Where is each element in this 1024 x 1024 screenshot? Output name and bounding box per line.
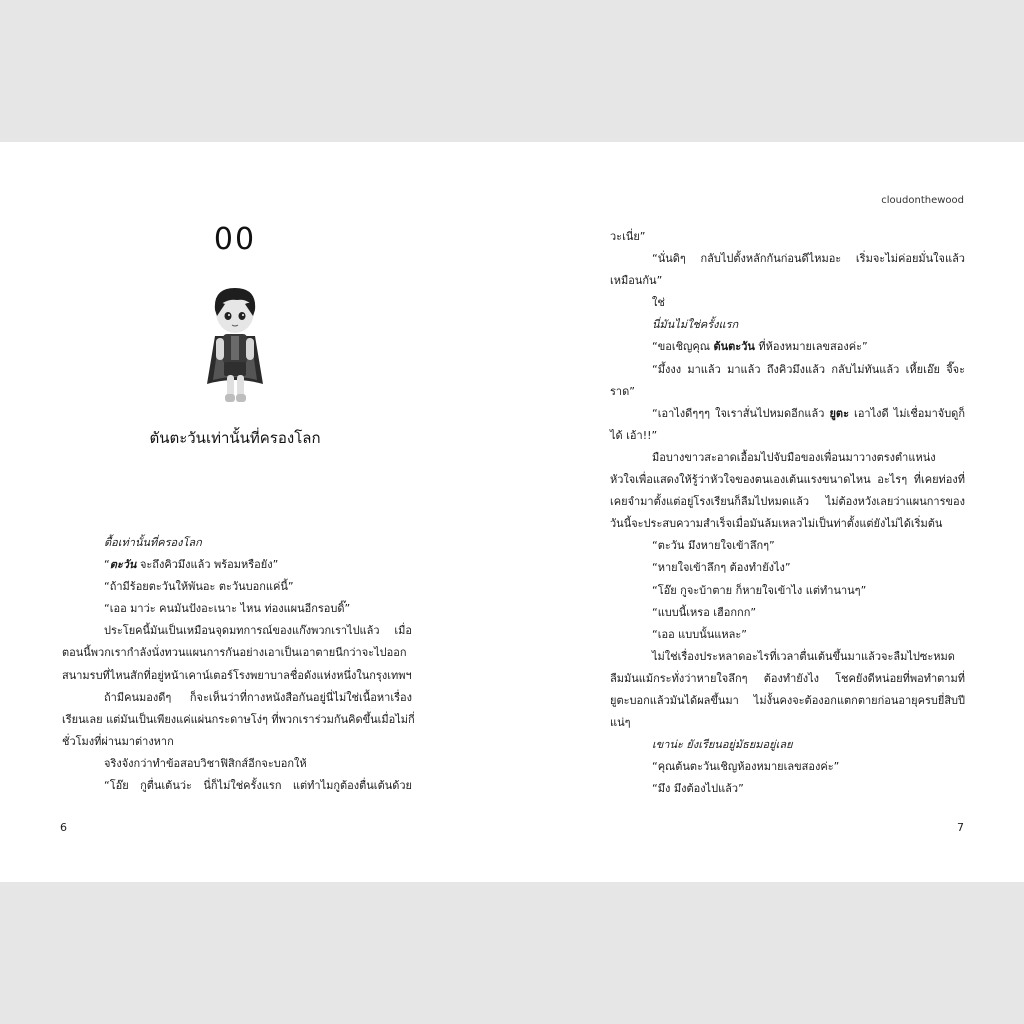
text-line bbox=[62, 731, 412, 753]
text-line bbox=[610, 248, 965, 270]
text-segment: “ bbox=[104, 558, 110, 572]
text-line bbox=[610, 734, 965, 756]
text-segment: มือบางขาวสะอาดเอื้อมไปจับมือของเพื่อนมาวางตรงตำแหน่ง bbox=[652, 450, 936, 464]
text-segment: ถ้ามีคนมองดีๆ ก็จะเห็นว่าที่กางหนังสือกันอยู่นี่ไม่ใช่เนื้อหาเรื่อง bbox=[104, 690, 412, 704]
right-page-body-text bbox=[610, 226, 965, 800]
text-segment: เอาไงดี ไม่เชื่อมาจับดูก็ bbox=[848, 406, 965, 420]
chapter-number: 00 bbox=[213, 222, 257, 257]
text-segment: “ตะวัน มึงหายใจเข้าลึกๆ” bbox=[652, 539, 775, 553]
text-segment: ตะวัน bbox=[109, 558, 137, 572]
text-segment: ชั่วโมงที่ผ่านมาต่างหาก bbox=[62, 734, 174, 748]
text-line bbox=[610, 292, 965, 314]
text-segment: ต้นตะวัน bbox=[713, 340, 755, 354]
text-segment: เรียนเลย แต่มันเป็นเพียงแค่แผ่นกระดาษโง่ๆ ที่พวกเราร่วมกันคิดขึ้นเมื่อไม่กี่ bbox=[62, 712, 415, 726]
text-segment: “เออ แบบนั้นแหละ” bbox=[652, 627, 747, 641]
text-segment: “หายใจเข้าลึกๆ ต้องทำยังไง” bbox=[652, 561, 791, 575]
text-segment: ประโยคนี้มันเป็นเหมือนจุดมทการณ์ของแก๊งพวกเราไปแล้ว เมื่อ bbox=[104, 624, 412, 638]
text-segment: “มึง มึงต้องไปแล้ว” bbox=[652, 782, 744, 796]
text-segment: เขาน่ะ ยังเรียนอยู่มัธยมอยู่เลย bbox=[652, 738, 793, 752]
text-segment: “นั่นดิๆ กลับไปตั้งหลักกันก่อนดีไหมอะ เริ่มจะไม่ค่อยมั่นใจแล้ว bbox=[652, 252, 965, 266]
text-segment: “โอ๊ย กูจะบ้าตาย ก็หายใจเข้าไง แต่ทำนานๆ” bbox=[652, 583, 867, 597]
text-segment: เหมือนกัน” bbox=[610, 274, 663, 288]
text-line bbox=[62, 598, 412, 620]
right-page bbox=[512, 142, 1024, 882]
text-line bbox=[62, 753, 412, 775]
text-line bbox=[610, 690, 965, 712]
text-line bbox=[62, 554, 412, 576]
text-segment: หัวใจเพื่อแสดงให้รู้ว่าหัวใจของตนเองเต้นแรงขนาดไหน อะไรๆ ที่เคยท่องที่ bbox=[610, 473, 965, 487]
text-line bbox=[62, 620, 412, 642]
text-line bbox=[62, 665, 412, 687]
text-segment: ไม่ใช่เรื่องประหลาดอะไรที่เวลาตื่นเต้นขึ้นมาแล้วจะลืมไปซะหมด bbox=[652, 649, 955, 663]
page-number-right: 7 bbox=[957, 821, 964, 834]
text-line bbox=[610, 314, 965, 336]
text-line bbox=[610, 580, 965, 602]
text-segment: ลืมมันแม้กระทั่งว่าหายใจลึกๆ ต้องทำยังไง โชคยังดีหน่อยที่พอทำตามที่ bbox=[610, 671, 965, 685]
text-segment: ที่ห้องหมายเลขสองค่ะ” bbox=[754, 340, 868, 354]
text-line bbox=[610, 756, 965, 778]
text-segment: แน่ๆ bbox=[610, 716, 631, 730]
text-line bbox=[62, 532, 412, 554]
text-line bbox=[610, 668, 965, 690]
text-line bbox=[610, 491, 965, 513]
text-segment: จริงจังกว่าทำข้อสอบวิชาฟิสิกส์อีกจะบอกให้ bbox=[104, 756, 307, 770]
text-line bbox=[610, 535, 965, 557]
text-line bbox=[610, 624, 965, 646]
chapter-title: ตันตะวันเท่านั้นที่ครองโลก bbox=[149, 429, 321, 447]
text-line bbox=[62, 775, 412, 797]
text-segment: “เออ มาว่ะ คนมันปังอะเนาะ ไหน ท่องแผนอีกรอบดิ๊” bbox=[104, 602, 351, 616]
text-segment: ได้ เอ้า!!” bbox=[610, 428, 658, 442]
text-line bbox=[610, 469, 965, 491]
text-segment: ราด” bbox=[610, 384, 635, 398]
text-line bbox=[62, 576, 412, 598]
book-spread bbox=[0, 142, 1024, 882]
text-line bbox=[610, 646, 965, 668]
text-line bbox=[610, 513, 965, 535]
text-line bbox=[610, 336, 965, 358]
text-line bbox=[610, 557, 965, 579]
text-segment: “มึ้งงง มาแล้ว มาแล้ว ถึงคิวมึงแล้ว กลับไม่ทันแล้ว เหี้ยเอ๊ย จี๊จะ bbox=[652, 362, 965, 376]
page-number-left: 6 bbox=[60, 821, 67, 834]
text-line bbox=[62, 687, 412, 709]
text-line bbox=[610, 270, 965, 292]
text-line bbox=[610, 359, 965, 381]
text-line bbox=[610, 403, 965, 425]
text-segment: “คุณต้นตะวันเชิญห้องหมายเลขสองค่ะ” bbox=[652, 760, 840, 774]
text-segment: จะถึงคิวมึงแล้ว พร้อมหรือยัง” bbox=[136, 558, 279, 572]
text-segment: วันนี้จะประสบความสำเร็จเมื่อมันล้มเหลวไม่เป็นท่าตั้งแต่ยังไม่ได้เริ่มต้น bbox=[610, 517, 943, 531]
text-line bbox=[610, 381, 965, 403]
text-segment: “ขอเชิญคุณ bbox=[652, 340, 714, 354]
left-page-body-text bbox=[62, 532, 415, 797]
text-segment: เคยจำมาตั้งแต่อยู่โรงเรียนก็ลืมไปหมดแล้ว ไม่ต้องหวังเลยว่าแผนการของ bbox=[610, 495, 965, 509]
text-segment: ยูตะ bbox=[829, 406, 849, 420]
text-line bbox=[610, 226, 965, 248]
left-page bbox=[0, 142, 512, 882]
running-header-author: cloudonthewood bbox=[881, 195, 964, 206]
text-segment: ใช่ bbox=[652, 296, 665, 310]
text-segment: “เอาไงดีๆๆๆ ใจเราสั่นไปหมดอีกแล้ว bbox=[652, 406, 830, 420]
text-segment: สนามรบที่ไหนสักที่อยู่หน้าเคาน์เตอร์โรงพยาบาลชื่อดังแห่งหนึ่งในกรุงเทพฯ bbox=[62, 668, 412, 682]
text-segment: ตอนนี้พวกเรากำลังนั่งทวนแผนการกันอย่างเอาเป็นเอาตายนีกว่าจะไปออก bbox=[62, 646, 407, 660]
text-segment: “แบบนี้เหรอ เฮือกกก” bbox=[652, 605, 757, 619]
text-segment: นี่มันไม่ใช่ครั้งแรก bbox=[652, 318, 739, 332]
text-line bbox=[62, 642, 412, 664]
text-line bbox=[610, 712, 965, 734]
text-line bbox=[62, 709, 415, 731]
text-segment: “โอ๊ย กูตื่นเต้นว่ะ นี่ก็ไม่ใช่ครั้งแรก แต่ทำไมกูต้องตื่นเต้นด้วย bbox=[104, 779, 412, 793]
text-segment: วะเนี่ย” bbox=[610, 230, 646, 243]
text-segment: “ถ้ามีร้อยตะวันให้พันอะ ตะวันบอกแค่นี้” bbox=[104, 580, 294, 594]
text-segment: ยูตะบอกแล้วมันได้ผลขึ้นมา ไม่งั้นคงจะต้องอกแตกตายก่อนอายุครบยี่สิบปี bbox=[610, 693, 965, 707]
text-line bbox=[610, 778, 965, 800]
text-segment: ตื้อเท่านั้นที่ครองโลก bbox=[104, 536, 202, 549]
chibi-character-illustration bbox=[197, 280, 273, 410]
text-line bbox=[610, 447, 965, 469]
text-line bbox=[610, 602, 965, 624]
text-line bbox=[610, 425, 965, 447]
